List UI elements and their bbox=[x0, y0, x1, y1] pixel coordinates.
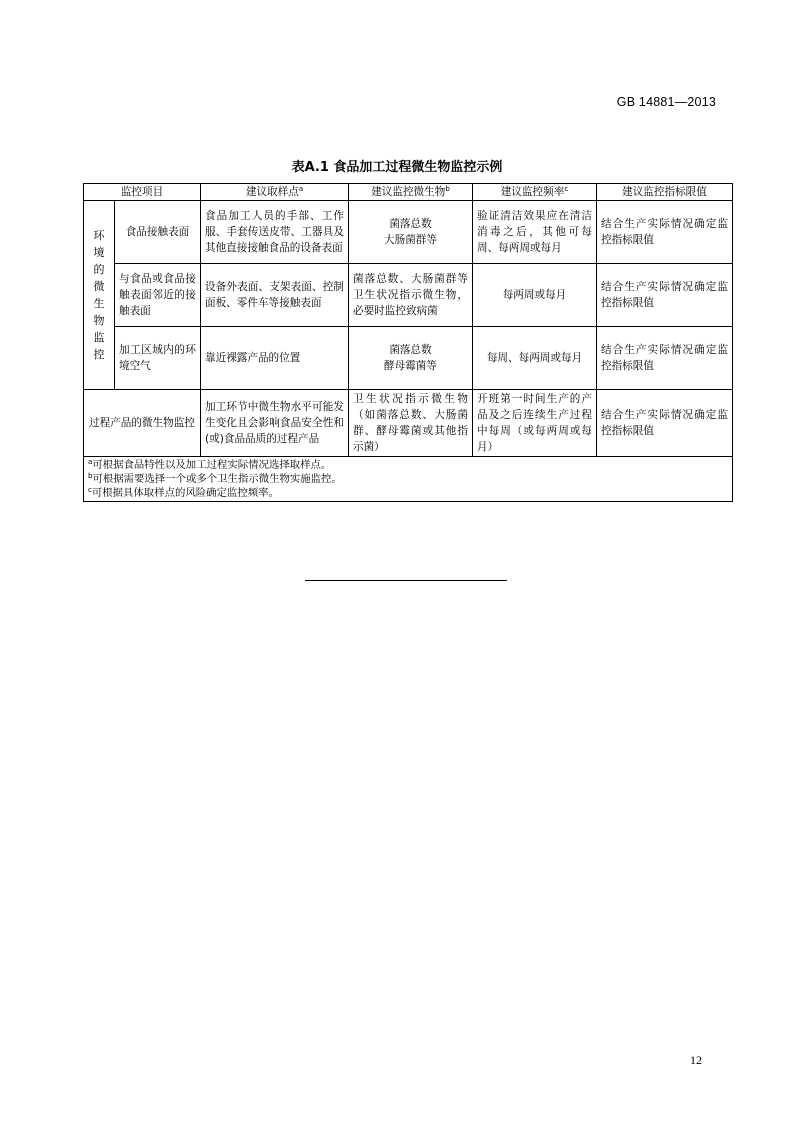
row-frequency: 每周、每两周或每月 bbox=[473, 327, 597, 390]
row-frequency: 验证清洁效果应在清洁消毒之后，其他可每周、每两周或每月 bbox=[473, 201, 597, 264]
row-microbes: 菌落总数、大肠菌群等卫生状况指示微生物，必要时监控致病菌 bbox=[349, 264, 473, 327]
row-item: 食品接触表面 bbox=[115, 201, 201, 264]
table-row bbox=[84, 264, 733, 327]
footnotes-row bbox=[84, 457, 733, 502]
header-microbes: 建议监控微生物$^b$ bbox=[349, 184, 473, 201]
table-row bbox=[84, 327, 733, 390]
row-limits: 结合生产实际情况确定监控指标限值 bbox=[597, 201, 733, 264]
row-frequency: 每两周或每月 bbox=[473, 264, 597, 327]
row-sampling: 食品加工人员的手部、工作服、手套传送皮带、工器具及其他直接接触食品的设备表面 bbox=[201, 201, 349, 264]
header-limits: 建议监控指标限值 bbox=[597, 184, 733, 201]
table-row bbox=[84, 201, 733, 264]
footnotes bbox=[84, 457, 733, 502]
footnote: $^c$可根据具体取样点的风险确定监控频率。 bbox=[88, 486, 279, 499]
table-row bbox=[84, 390, 733, 457]
standard-code: GB 14881—2013 bbox=[616, 95, 716, 109]
monitoring-table bbox=[83, 183, 733, 502]
page-number: 12 bbox=[690, 1053, 702, 1067]
row-microbes: 菌落总数 大肠菌群等 bbox=[349, 201, 473, 264]
footnote: $^b$可根据需要选择一个或多个卫生指示微生物实施监控。 bbox=[88, 472, 342, 485]
table-header-row bbox=[84, 184, 733, 201]
row-limits: 结合生产实际情况确定监控指标限值 bbox=[597, 327, 733, 390]
row-limits: 结合生产实际情况确定监控指标限值 bbox=[597, 390, 733, 457]
row-sampling: 加工环节中微生物水平可能发生变化且会影响食品安全性和(或)食品品质的过程产品 bbox=[201, 390, 349, 457]
group-label-environment: 环 境 的 微 生 物 监 控 bbox=[84, 201, 115, 390]
footnote: $^a$可根据食品特性以及加工过程实际情况选择取样点。 bbox=[88, 458, 332, 471]
header-sampling: 建议取样点$^a$ bbox=[201, 184, 349, 201]
row-frequency: 开班第一时间生产的产品及之后连续生产过程中每周（或每两周或每月） bbox=[473, 390, 597, 457]
row-sampling: 设备外表面、支架表面、控制面板、零件车等接触表面 bbox=[201, 264, 349, 327]
row-item: 过程产品的微生物监控 bbox=[84, 390, 201, 457]
row-limits: 结合生产实际情况确定监控指标限值 bbox=[597, 264, 733, 327]
section-end-rule bbox=[305, 580, 507, 581]
row-sampling: 靠近裸露产品的位置 bbox=[201, 327, 349, 390]
header-item: 监控项目 bbox=[84, 184, 201, 201]
row-item: 与食品或食品接触表面邻近的接触表面 bbox=[115, 264, 201, 327]
header-frequency: 建议监控频率$^c$ bbox=[473, 184, 597, 201]
row-microbes: 菌落总数 酵母霉菌等 bbox=[349, 327, 473, 390]
row-microbes: 卫生状况指示微生物（如菌落总数、大肠菌群、酵母霉菌或其他指示菌） bbox=[349, 390, 473, 457]
row-item: 加工区域内的环境空气 bbox=[115, 327, 201, 390]
table-title: 表A.1 食品加工过程微生物监控示例 bbox=[291, 160, 503, 175]
